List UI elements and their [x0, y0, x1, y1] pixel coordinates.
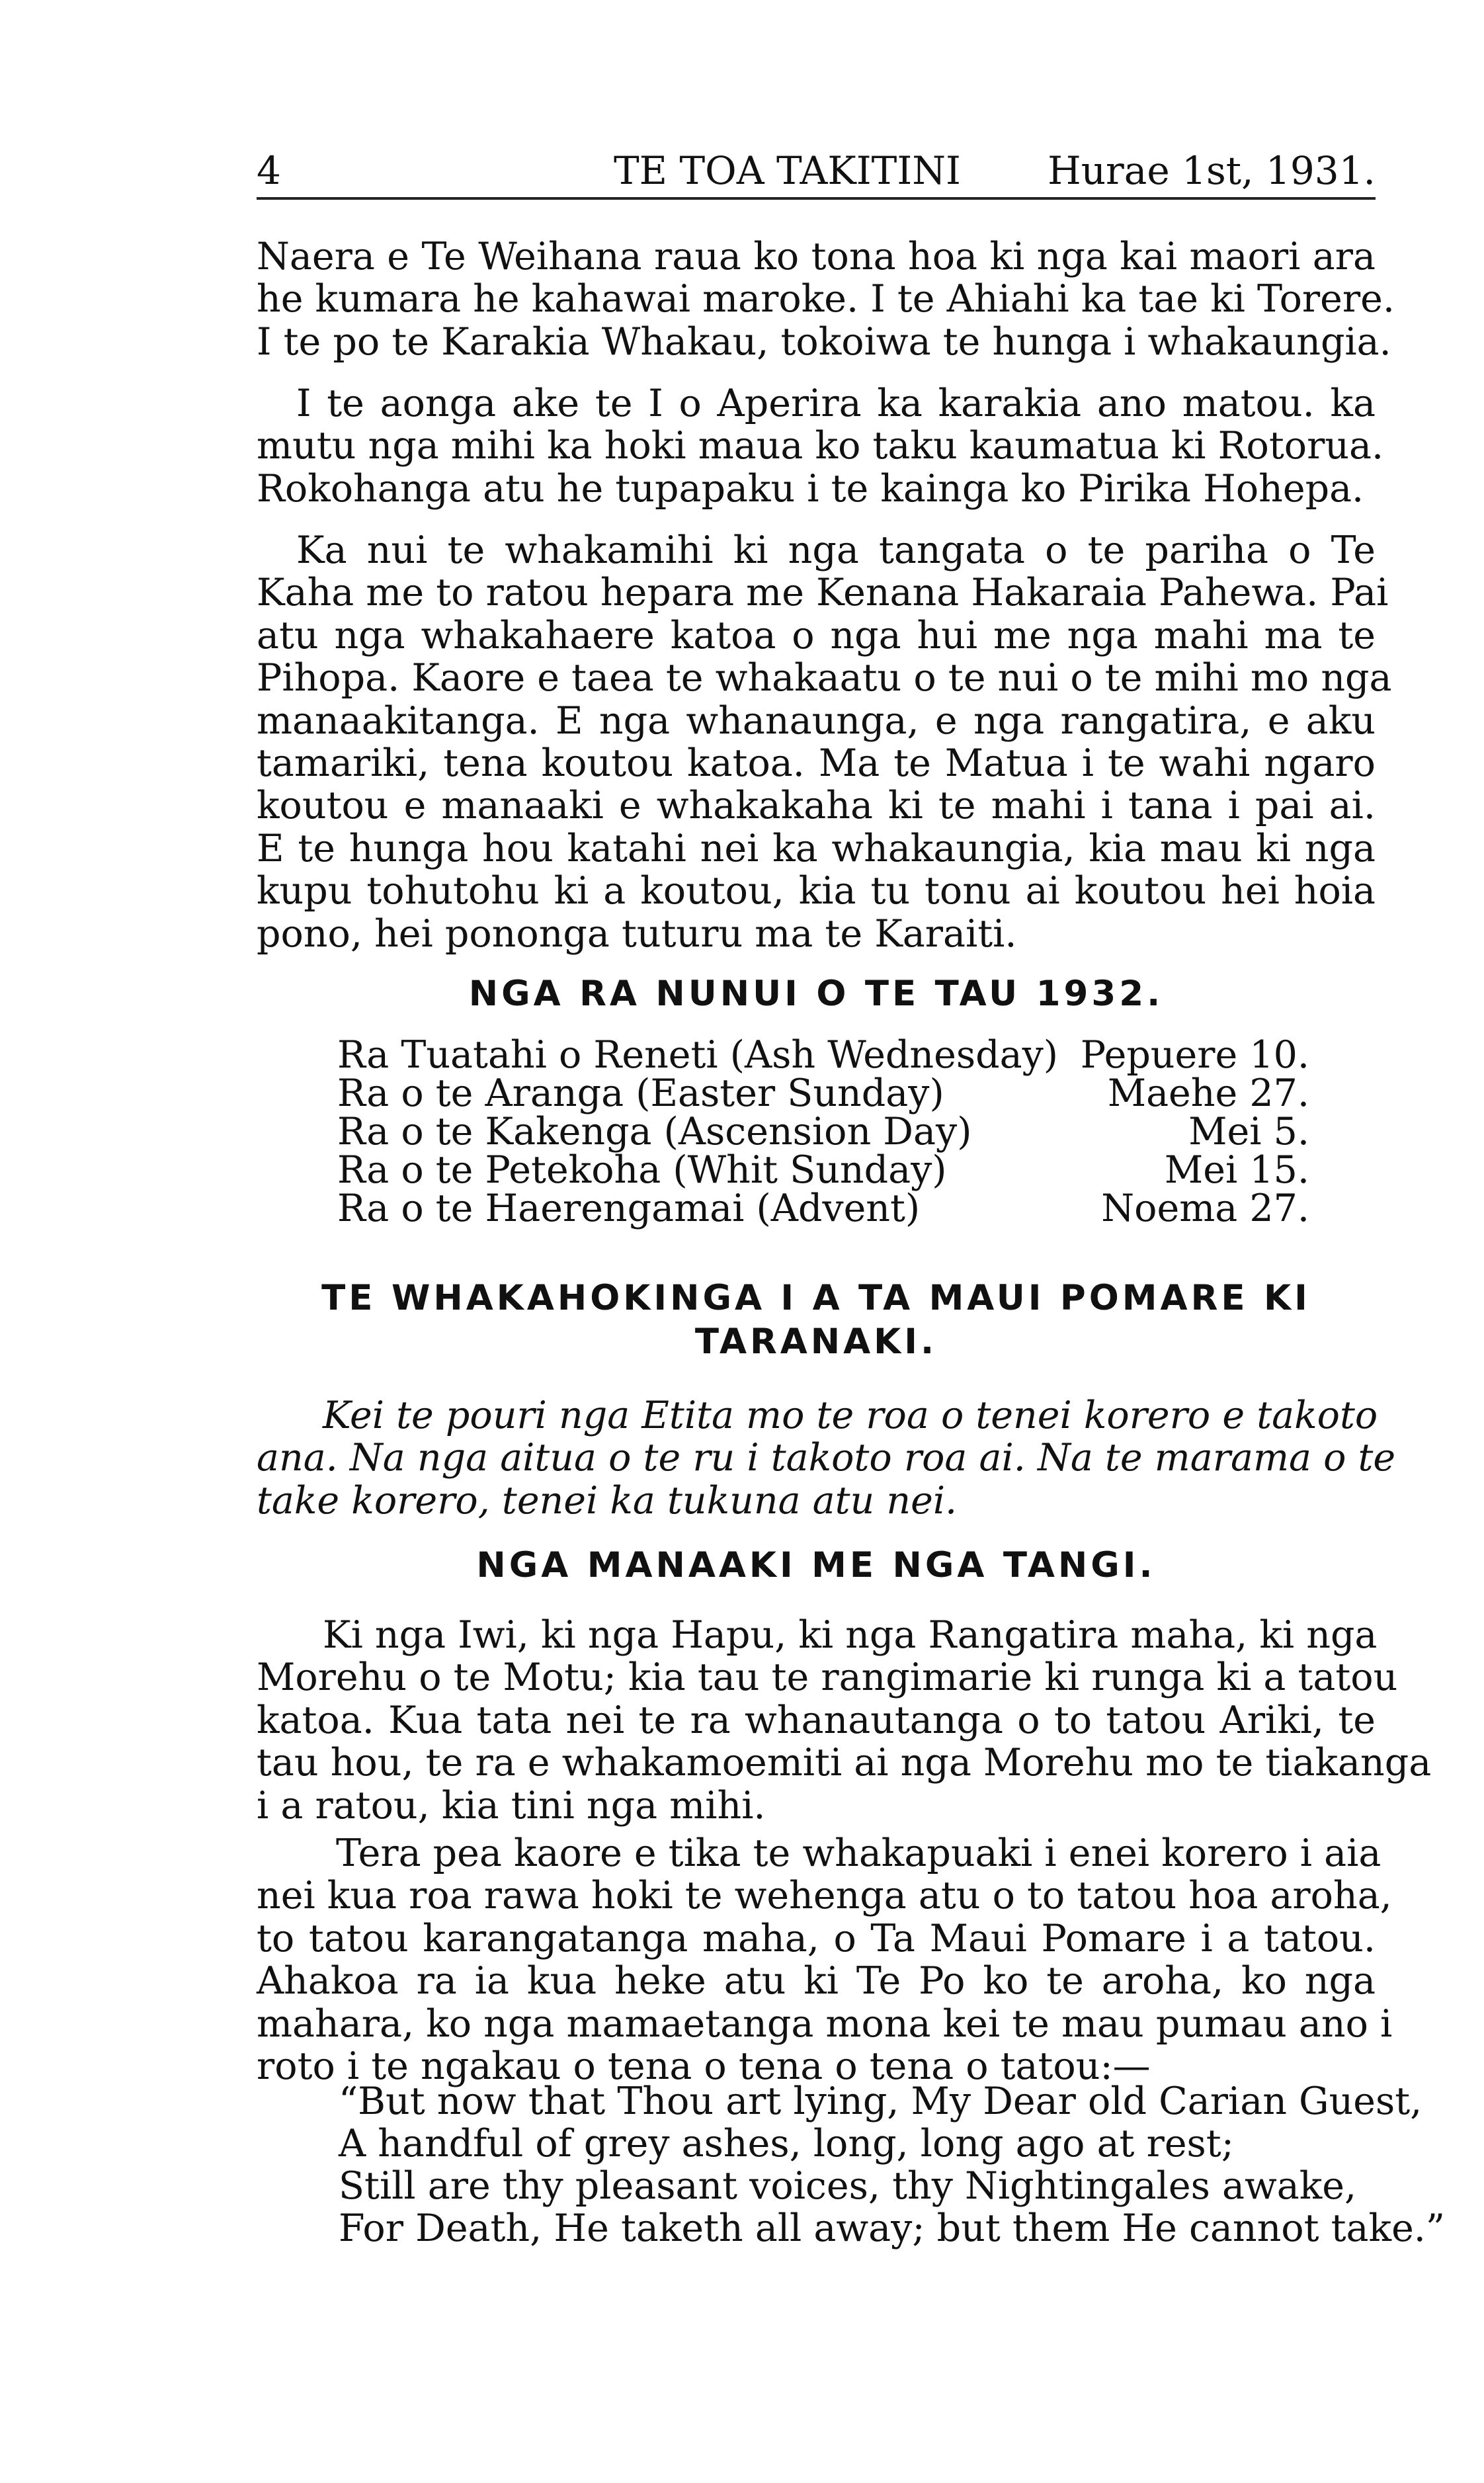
holy-days-list: [337, 1033, 1309, 1230]
text-line: atu nga whakahaere katoa o nga hui me nga mahi ma te: [257, 613, 1376, 657]
editor-note: [257, 1394, 1396, 1523]
poem-line: Still are thy pleasant voices, thy Nightingales awake,: [339, 2164, 1357, 2208]
text-line: Rokohanga atu he tupapaku i te kainga ko Pirika Hohepa.: [257, 466, 1364, 511]
holy-day-date: Mei 15.: [1164, 1148, 1309, 1192]
text-line: katoa. Kua tata nei te ra whanautanga o to tatou Ariki, te: [257, 1698, 1376, 1742]
text-line: to tatou karangatanga maha, o Ta Maui Pomare i a tatou.: [257, 1916, 1376, 1960]
holy-day-name: Ra Tuatahi o Reneti (Ash Wednesday): [337, 1033, 1059, 1077]
text-line: Ki nga Iwi, ki nga Hapu, ki nga Rangatira maha, ki nga: [323, 1613, 1378, 1657]
thanks-heading: NGA MANAAKI ME NGA TANGI.: [476, 1545, 1156, 1585]
text-line: roto i te ngakau o tena o tena o tena o tatou:—: [257, 2044, 1151, 2089]
text-line: I te aonga ake te I o Aperira ka karakia ano matou. ka: [296, 382, 1376, 425]
holy-day-name: Ra o te Aranga (Easter Sunday): [337, 1072, 944, 1115]
holy-day-name: Ra o te Haerengamai (Advent): [337, 1187, 921, 1230]
text-line: Naera e Te Weihana raua ko tona hoa ki nga kai maori ara: [257, 235, 1376, 278]
poem-quotation: [339, 2080, 1446, 2250]
text-line: manaakitanga. E nga whanaunga, e nga rangatira, e aku: [257, 698, 1376, 743]
text-line: kupu tohutohu ki a koutou, kia tu tonu ai koutou hei hoia: [257, 869, 1376, 913]
holy-day-name: Ra o te Petekoha (Whit Sunday): [337, 1148, 947, 1192]
text-line: Tera pea kaore e tika te whakapuaki i enei korero i aia: [336, 1831, 1381, 1875]
pomare-heading-line-2: TARANAKI.: [694, 1322, 938, 1362]
text-line: Morehu o te Motu; kia tau te rangimarie ki runga ki a tatou: [257, 1656, 1398, 1700]
holy-day-date: Noema 27.: [1101, 1187, 1309, 1230]
text-line: Pihopa. Kaore e taea te whakaatu o te nui o te mihi mo nga: [257, 656, 1392, 700]
list-item: [337, 1072, 1309, 1115]
list-item: [337, 1148, 1309, 1192]
text-line: nei kua roa rawa hoki te wehenga atu o to tatou hoa aroha,: [257, 1874, 1392, 1918]
text-line: mutu nga mihi ka hoki maua ko taku kaumatua ki Rotorua.: [257, 424, 1384, 468]
thanks-paragraph-2: [257, 1831, 1393, 2089]
text-line: koutou e manaaki e whakakaha ki te mahi i tana i pai ai.: [257, 784, 1376, 828]
text-line: pono, hei pononga tuturu ma te Karaiti.: [257, 911, 1017, 956]
text-line: i a ratou, kia tini nga mihi.: [257, 1783, 766, 1828]
text-line: Ahakoa ra ia kua heke atu ki Te Po ko te aroha, ko nga: [257, 1959, 1376, 2003]
page-header: [257, 144, 1376, 200]
intro-paragraph-2: [257, 382, 1384, 511]
text-line: Kei te pouri nga Etita mo te roa o tenei korero e takoto: [323, 1394, 1378, 1437]
text-line: I te po te Karakia Whakau, tokoiwa te hunga i whakaungia.: [257, 319, 1391, 364]
text-line: take korero, tenei ka tukuna atu nei.: [257, 1478, 958, 1523]
text-line: E te hunga hou katahi nei ka whakaungia, kia mau ki nga: [257, 826, 1376, 870]
text-line: he kumara he kahawai maroke. I te Ahiahi ka tae ki Torere.: [257, 277, 1395, 321]
text-line: tau hou, te ra e whakamoemiti ai nga Morehu mo te tiakanga: [257, 1741, 1432, 1785]
text-line: ana. Na nga aitua o te ru i takoto roa ai. Na te marama o te: [257, 1436, 1396, 1480]
thanks-paragraph-1: [257, 1613, 1432, 1828]
dates-heading: NGA RA NUNUI O TE TAU 1932.: [468, 974, 1164, 1014]
poem-line: For Death, He taketh all away; but them He cannot take.”: [339, 2207, 1446, 2250]
holy-day-date: Maehe 27.: [1107, 1072, 1309, 1115]
text-line: Kaha me to ratou hepara me Kenana Hakaraia Pahewa. Pai: [257, 571, 1389, 615]
text-line: mahara, ko nga mamaetanga mona kei te mau pumau ano i: [257, 2001, 1393, 2046]
issue-date: Hurae 1st, 1931.: [1048, 148, 1376, 193]
list-item: [337, 1187, 1309, 1230]
pomare-heading-line-1: TE WHAKAHOKINGA I A TA MAUI POMARE KI: [321, 1278, 1311, 1318]
intro-paragraph-1: [257, 235, 1395, 364]
pomare-heading: [257, 1277, 1376, 1364]
list-item: [337, 1110, 1309, 1154]
page-number: 4: [257, 148, 281, 193]
poem-line: A handful of grey ashes, long, long ago at rest;: [339, 2122, 1234, 2166]
holy-day-name: Ra o te Kakenga (Ascension Day): [337, 1110, 972, 1154]
publication-title: TE TOA TAKITINI: [614, 148, 961, 193]
poem-line: “But now that Thou art lying, My Dear old Carian Guest,: [339, 2080, 1422, 2123]
text-line: tamariki, tena koutou katoa. Ma te Matua i te wahi ngaro: [257, 741, 1376, 786]
list-item: [337, 1033, 1309, 1077]
intro-paragraph-3: [257, 528, 1392, 956]
holy-day-date: Pepuere 10.: [1080, 1033, 1309, 1077]
text-line: Ka nui te whakamihi ki nga tangata o te pariha o Te: [296, 528, 1376, 572]
holy-day-date: Mei 5.: [1188, 1110, 1309, 1154]
